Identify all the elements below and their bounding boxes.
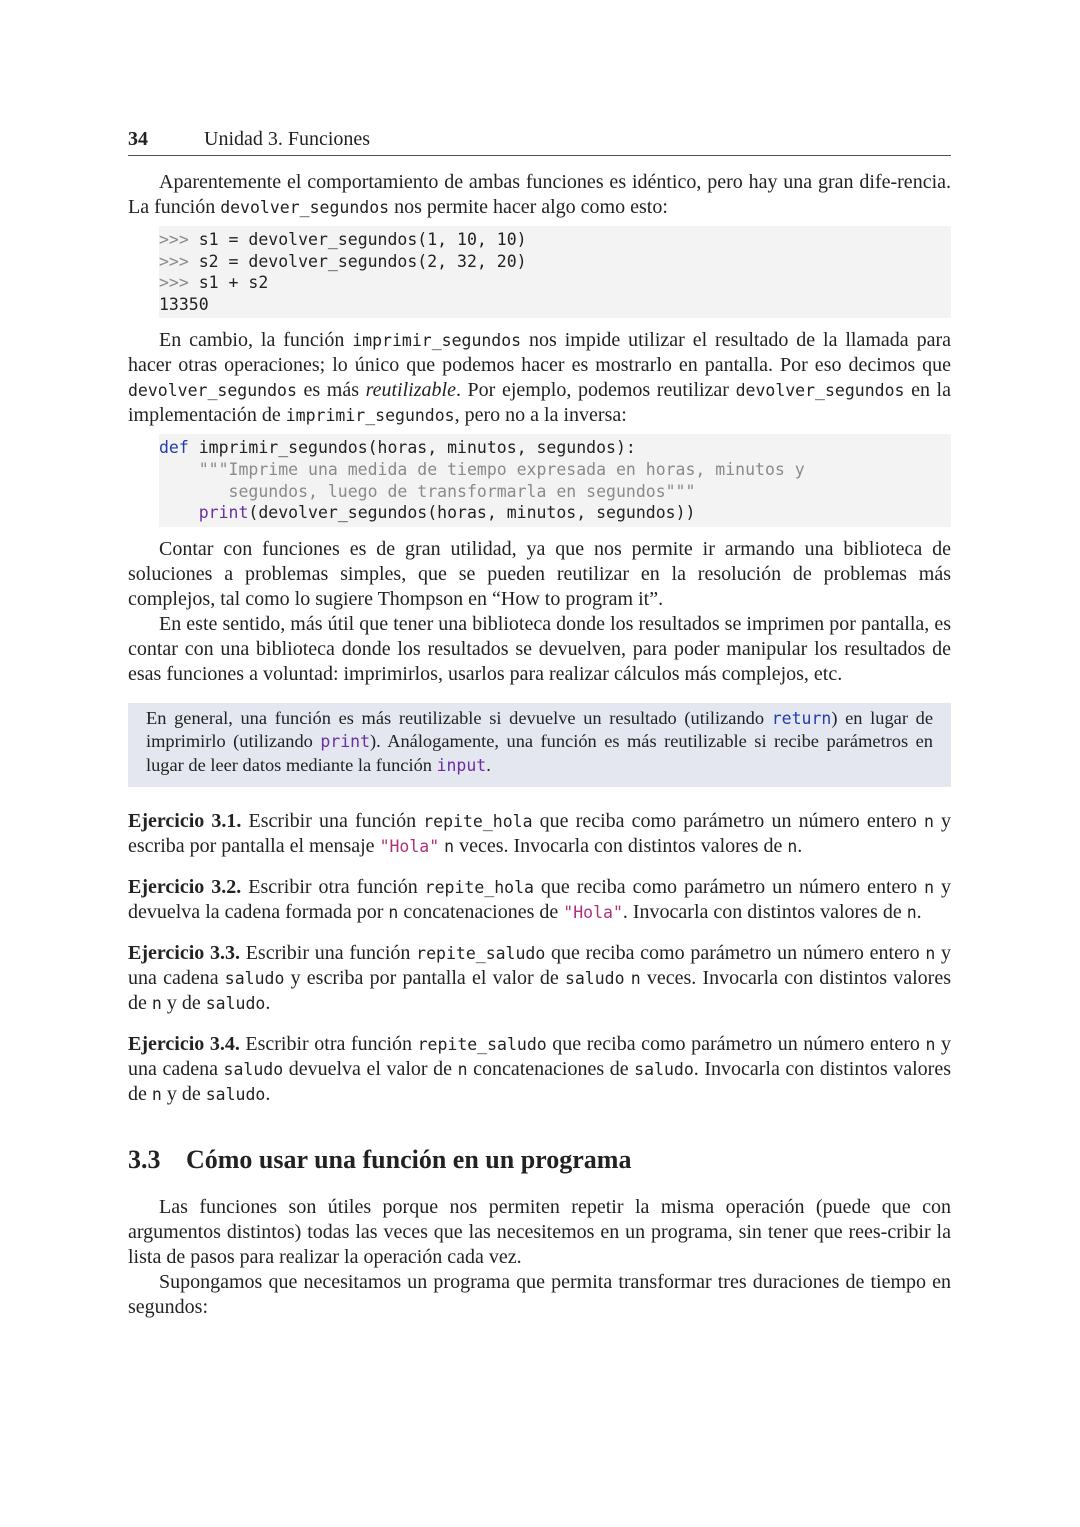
text: y una cadena: [128, 1033, 951, 1081]
text: y devuelva la cadena formada por: [128, 876, 952, 924]
inline-code: saludo: [564, 969, 625, 989]
text: veces. Invocarla con distintos valores de: [128, 967, 951, 1015]
code-line: [159, 229, 951, 251]
inline-code: saludo: [205, 994, 266, 1014]
paragraph: [128, 328, 951, 428]
page-number: 34: [128, 128, 148, 150]
exercise-title: Ejercicio 3.2.: [128, 876, 242, 899]
inline-code: n: [630, 969, 641, 989]
code-line: [159, 251, 951, 273]
text: veces. Invocarla con distintos valores de: [454, 835, 788, 858]
text: ) en lugar de imprimirlo (utilizando: [146, 707, 933, 752]
inline-code: saludo: [634, 1060, 694, 1080]
paragraph: [128, 170, 951, 220]
inline-code: saludo: [224, 969, 285, 989]
inline-code: print: [320, 732, 370, 752]
paragraph: Las funciones son útiles porque nos permiten repetir la misma operación (puede que con argumentos distintos) todas las veces que las necesitemos en un programa, sin tener que rees-cribir la lista de pasos para realizar la operación cada vez.: [128, 1196, 951, 1269]
text: que reciba como parámetro un número entero: [545, 942, 926, 965]
inline-code: devolver_segundos: [220, 198, 390, 217]
inline-code: n: [925, 944, 936, 964]
exercise: [128, 941, 951, 1016]
inline-code: n: [925, 1035, 936, 1055]
text: Escribir otra función: [239, 1033, 418, 1056]
text: que reciba como parámetro un número entero: [533, 876, 925, 899]
inline-code: n: [787, 837, 798, 857]
running-header: [128, 128, 951, 156]
text: en la implementación de: [128, 379, 951, 427]
exercise: [128, 1032, 951, 1107]
text: concatenaciones de: [467, 1058, 635, 1081]
code-line: [159, 502, 951, 524]
text: que reciba como parámetro un número entero: [546, 1033, 926, 1056]
paragraph: Supongamos que necesitamos un programa que permita transformar tres duraciones de tiempo en segundos:: [128, 1271, 951, 1319]
docstring-line: segundos, luego de transformarla en segundos""": [159, 481, 696, 501]
text: devuelva el valor de: [283, 1058, 458, 1081]
text: y de: [161, 1083, 206, 1106]
text: y una cadena: [128, 942, 952, 990]
keyword: def: [159, 438, 189, 458]
note-box: [128, 703, 951, 788]
text: y de: [161, 992, 206, 1015]
text: ). Análogamente, una función es más reutilizable si recibe parámetros en lugar de leer datos mediante la función: [146, 731, 933, 775]
prompt: >>>: [159, 273, 189, 293]
code-line: [159, 294, 951, 316]
inline-code: imprimir_segundos: [352, 331, 522, 351]
text: .: [797, 835, 803, 858]
inline-code: input: [436, 755, 487, 775]
text: .: [486, 754, 491, 775]
text: Escribir una función: [241, 810, 424, 833]
indent: [159, 503, 199, 522]
paragraph: Contar con funciones es de gran utilidad, ya que nos permite ir armando una biblioteca de soluciones a problemas simples, que se pueden reutilizar en la resolución de problemas más complejos, tal como lo sugiere Thompson en “How to program it”.: [128, 537, 951, 610]
inline-code: n: [444, 837, 455, 857]
inline-code: n: [924, 878, 935, 898]
inline-code: n: [923, 812, 934, 832]
inline-code: repite_hola: [424, 878, 534, 898]
emphasis: reutilizable: [365, 379, 456, 402]
text: Escribir una función: [239, 942, 417, 965]
inline-code: n: [151, 994, 162, 1014]
text: y escriba por pantalla el valor de: [284, 967, 565, 990]
text: .: [265, 1083, 271, 1106]
text: nos impide utilizar el resultado de la llamada para hacer otras operaciones; lo único que podemos hacer es mostrarlo en pantalla. Por eso decimos que: [128, 329, 951, 377]
section-number: 3.3: [128, 1145, 161, 1175]
code-block: [159, 434, 951, 526]
text: .: [265, 992, 271, 1015]
text: .: [916, 901, 922, 924]
exercise-title: Ejercicio 3.3.: [128, 942, 240, 965]
text: . Invocarla con distintos valores de: [622, 901, 907, 924]
string-literal: "Hola": [379, 837, 440, 857]
text: . Por ejemplo, podemos reutilizar: [455, 379, 736, 402]
text: que reciba como parámetro un número entero: [532, 810, 924, 833]
code-text: (devolver_segundos(horas, minutos, segundos)): [248, 503, 696, 523]
inline-code: repite_saludo: [416, 944, 546, 964]
text: concatenaciones de: [398, 901, 564, 924]
page: [128, 128, 951, 1320]
inline-code: n: [457, 1060, 468, 1080]
code-block: [159, 226, 951, 318]
text: es más: [296, 379, 366, 402]
docstring-line: """Imprime una medida de tiempo expresada en horas, minutos y: [159, 459, 805, 479]
exercise: [128, 875, 951, 925]
text: Aparentemente el comportamiento de ambas funciones es idéntico, pero hay una gran dife-rencia. La función: [128, 171, 951, 218]
code-text: s1 + s2: [188, 273, 269, 293]
exercise-title: Ejercicio 3.4.: [128, 1033, 240, 1056]
inline-code: devolver_segundos: [735, 381, 905, 401]
section-title: Cómo usar una función en un programa: [186, 1145, 632, 1175]
text: nos permite hacer algo como esto:: [389, 196, 668, 218]
inline-code: n: [388, 903, 399, 923]
text: . Invocarla con distintos valores de: [128, 1058, 951, 1106]
code-line: [159, 272, 951, 294]
inline-code: devolver_segundos: [128, 381, 297, 401]
text: y escriba por pantalla el mensaje: [128, 810, 952, 858]
text: En general, una función es más reutilizable si devuelve un resultado (utilizando: [146, 707, 772, 728]
code-text: 13350: [159, 294, 209, 314]
inline-code: repite_saludo: [417, 1035, 547, 1055]
exercise: [128, 809, 951, 859]
section-heading: [128, 1145, 951, 1175]
inline-code: saludo: [223, 1060, 284, 1080]
builtin: print: [198, 503, 249, 523]
inline-code: n: [906, 903, 917, 923]
inline-code: repite_hola: [423, 812, 533, 832]
code-text: s2 = devolver_segundos(2, 32, 20): [188, 251, 527, 271]
exercise-title: Ejercicio 3.1.: [128, 810, 242, 833]
code-text: imprimir_segundos(horas, minutos, segundos):: [188, 438, 636, 458]
text: Escribir otra función: [241, 876, 425, 899]
text: En cambio, la función: [159, 329, 353, 352]
prompt: >>>: [159, 230, 189, 249]
chapter-title: Unidad 3. Funciones: [204, 128, 371, 150]
code-line: [159, 437, 951, 459]
inline-code: return: [771, 708, 832, 728]
string-literal: "Hola": [563, 903, 623, 923]
inline-code: imprimir_segundos: [285, 406, 455, 426]
paragraph: En este sentido, más útil que tener una biblioteca donde los resultados se imprimen por pantalla, es contar con una biblioteca donde los resultados se devuelven, para poder manipular los resultados de esas funciones a voluntad: imprimirlos, usarlos para realizar cálculos más complejos, etc.: [128, 612, 951, 685]
prompt: >>>: [159, 251, 189, 271]
inline-code: saludo: [205, 1085, 266, 1105]
inline-code: n: [151, 1085, 162, 1105]
text: , pero no a la inversa:: [454, 404, 627, 427]
code-text: s1 = devolver_segundos(1, 10, 10): [188, 230, 527, 249]
